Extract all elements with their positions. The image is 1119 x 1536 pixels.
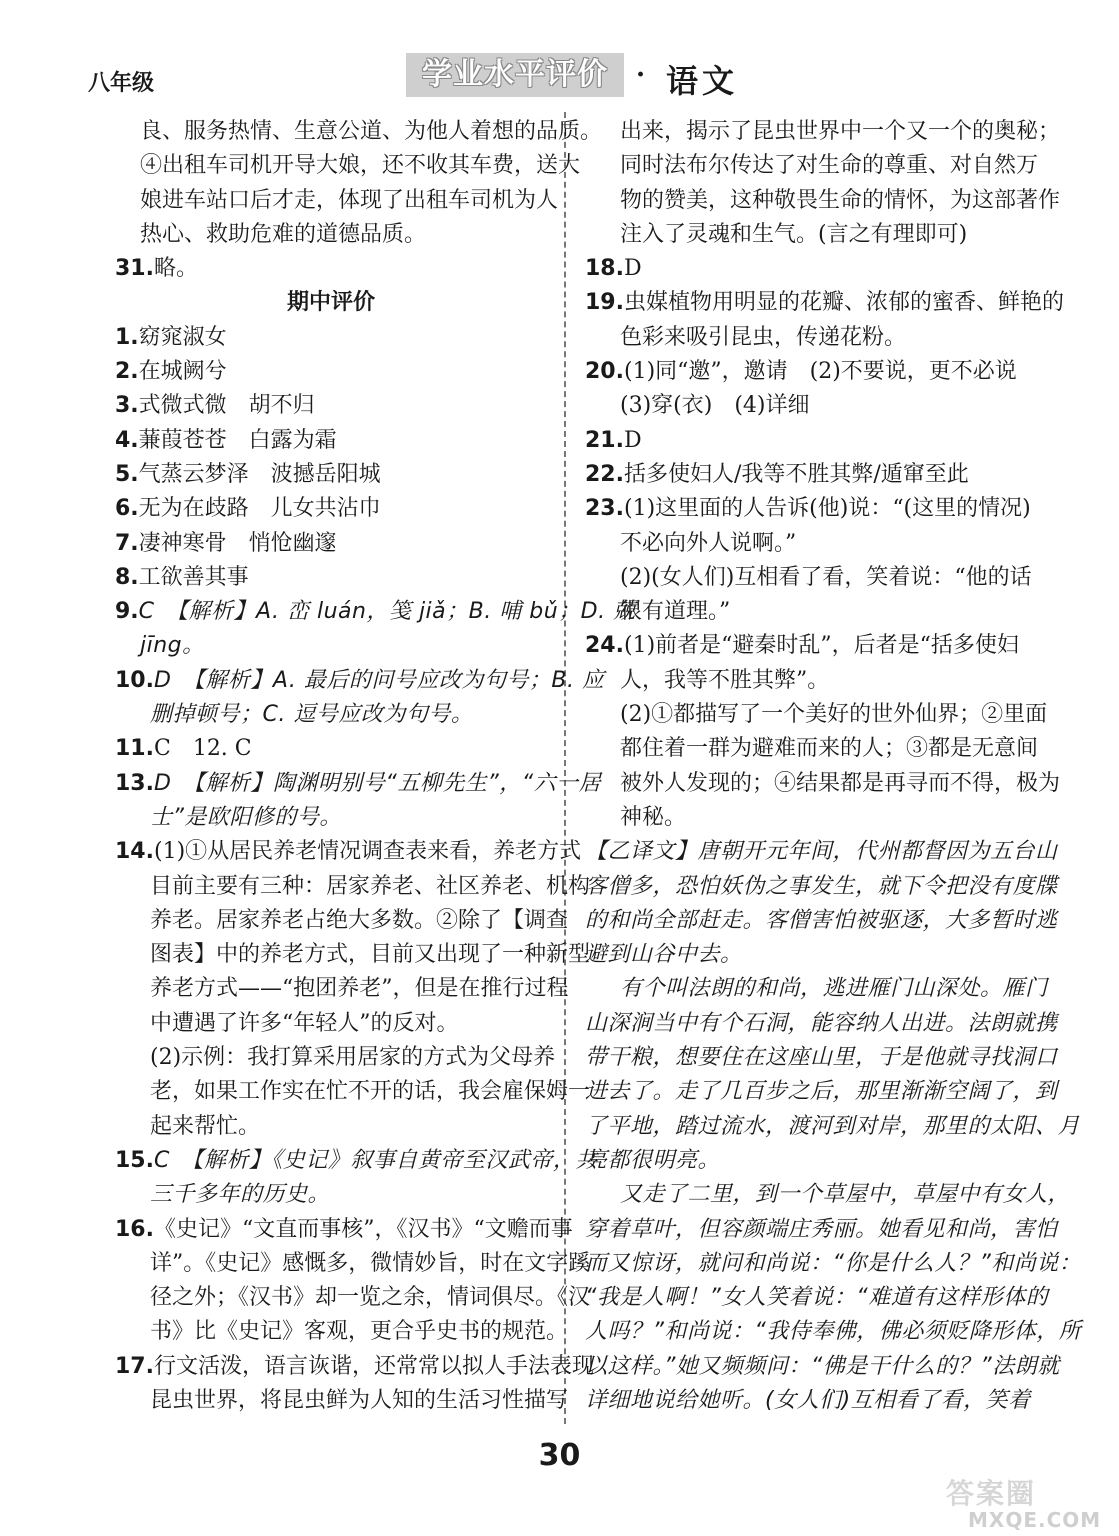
- question-number: 31.: [115, 256, 154, 282]
- answer-line: [115, 321, 547, 355]
- answer-line: [115, 355, 547, 389]
- answer-text: 被外人发现的；④结果都是再寻而不得，极为: [620, 770, 1061, 796]
- question-number: 2.: [115, 359, 139, 385]
- answer-text: 期中评价: [286, 290, 375, 316]
- answer-line: [585, 286, 1064, 320]
- answer-text: 行文活泼，语言诙谐，还常常以拟人手法表现: [153, 1353, 594, 1379]
- answer-line: [585, 972, 1048, 1006]
- answer-line: [115, 252, 547, 286]
- answer-line: [585, 1110, 1081, 1144]
- answer-text: 图表】中的养老方式，目前又出现了一种新型: [150, 942, 591, 968]
- question-number: 3.: [115, 393, 139, 419]
- answer-text: 详细地说给她听。(女人们)互相看了看，笑着: [585, 1387, 1031, 1413]
- answer-line: [115, 1178, 547, 1212]
- answer-line: [585, 904, 1058, 938]
- answer-text: 昆虫世界，将昆虫鲜为人知的生活习性描写: [150, 1387, 569, 1413]
- answer-line: [115, 1350, 594, 1384]
- right-column: [585, 115, 1082, 1418]
- answer-line: [115, 1384, 569, 1418]
- answer-text: 的和尚全部赶走。客僧害怕被驱逐，大多暂时逃: [585, 907, 1058, 933]
- answer-text: D: [623, 427, 642, 453]
- answer-line: [115, 1213, 573, 1247]
- answer-line: [585, 492, 1030, 526]
- question-number: 16.: [115, 1216, 154, 1242]
- answer-text: 凄神寒骨 悄怆幽邃: [138, 530, 337, 556]
- answer-line: [115, 1007, 547, 1041]
- answer-text: 而又惊讶，就问和尚说：“你是什么人？”和尚说：: [585, 1250, 1082, 1276]
- answer-text: 在城阙兮: [138, 359, 227, 385]
- answer-line: [115, 184, 559, 218]
- answer-line: [115, 595, 636, 629]
- answer-text: 娘进车站口后才走，体现了出租车司机为人: [140, 187, 559, 213]
- question-number: 8.: [115, 564, 139, 590]
- answer-line: [585, 1007, 1058, 1041]
- answer-text: 删掉顿号；C. 逗号应改为句号。: [150, 702, 474, 728]
- answer-line: [585, 664, 1030, 698]
- title-banner: [406, 53, 624, 97]
- answer-text: 人，我等不胜其弊”。: [620, 667, 830, 693]
- answer-text: 热心、救助危难的道德品质。: [140, 221, 427, 247]
- grade-label: 八年级: [88, 71, 155, 96]
- answer-text: 避到山谷中去。: [585, 942, 743, 968]
- watermark-text: 答案圈: [946, 1477, 1037, 1510]
- answer-line: [585, 321, 1030, 355]
- answer-line: [115, 527, 547, 561]
- answer-line: [115, 1315, 569, 1349]
- question-number: 6.: [115, 496, 139, 522]
- answer-line: [585, 938, 1030, 972]
- answer-line: [115, 1281, 591, 1315]
- answer-line: [115, 835, 582, 869]
- question-number: 21.: [585, 427, 624, 453]
- answer-line: [115, 629, 547, 663]
- answer-text: 同时法布尔传达了对生命的尊重、对自然万: [620, 153, 1039, 179]
- watermark-url: MXQE.COM: [968, 1508, 1102, 1532]
- answer-line: [585, 115, 1061, 149]
- answer-text: 略。: [153, 256, 198, 282]
- answer-text: 三千多年的历史。: [150, 1182, 331, 1208]
- answer-line: [115, 492, 547, 526]
- answer-text: 士”是欧阳修的号。: [150, 804, 342, 830]
- answer-text: 穿着草叶，但容颜端庄秀丽。她看见和尚，害怕: [585, 1216, 1058, 1242]
- answer-line: [585, 767, 1061, 801]
- answer-text: 物的赞美，这种敬畏生命的情怀，为这部著作: [620, 187, 1061, 213]
- section-heading: [115, 286, 547, 320]
- answer-line: [585, 1384, 1030, 1418]
- answer-text: (2)(女人们)互相看了看，笑着说：“他的话: [620, 564, 1032, 590]
- answer-text: 括多使妇人/我等不胜其弊/遁窜至此: [623, 461, 969, 487]
- answer-text: D 【解析】陶渊明别号“五柳先生”，“六一居: [153, 770, 602, 796]
- answer-text: 人吗？”和尚说：“我侍奉佛，佛必须贬降形体，所: [585, 1319, 1082, 1345]
- answer-line: [585, 1247, 1082, 1281]
- answer-line: [585, 732, 1039, 766]
- answer-line: [115, 698, 547, 732]
- answer-text: 工欲善其事: [138, 564, 249, 590]
- answer-line: [585, 184, 1061, 218]
- answer-text: 径之外；《汉书》却一览之余，情词俱尽。《汉: [150, 1285, 591, 1311]
- answer-line: [115, 1247, 591, 1281]
- answer-line: [585, 389, 1030, 423]
- answer-text: (1)前者是“避秦时乱”，后者是“括多使妇: [623, 633, 1019, 659]
- answer-line: [585, 1315, 1082, 1349]
- question-number: 20.: [585, 359, 624, 385]
- answer-line: [585, 1178, 1071, 1212]
- answer-line: [585, 1041, 1058, 1075]
- question-number: 23.: [585, 496, 624, 522]
- answer-text: (1)同“邀”，邀请 (2)不要说，更不必说: [623, 359, 1017, 385]
- answer-text: 注入了灵魂和生气。(言之有理即可): [620, 221, 968, 247]
- question-number: 22.: [585, 461, 624, 487]
- answer-line: [585, 218, 1030, 252]
- answer-line: [115, 458, 547, 492]
- answer-text: 出来，揭示了昆虫世界中一个又一个的奥秘；: [620, 119, 1061, 144]
- answer-line: [115, 424, 547, 458]
- answer-text: 养老方式——“抱团养老”，但是在推行过程: [150, 976, 569, 1002]
- answer-text: 良、服务热情、生意公道、为他人着想的品质。: [140, 119, 603, 144]
- answer-line: [115, 870, 591, 904]
- question-number: 4.: [115, 427, 139, 453]
- answer-text: 了平地，踏过流水，渡河到对岸，那里的太阳、月: [585, 1113, 1081, 1139]
- question-number: 10.: [115, 667, 154, 693]
- answer-text: 以这样。”她又频频问：“佛是干什么的？”法朗就: [585, 1353, 1060, 1379]
- answer-line: [115, 561, 547, 595]
- answer-line: [585, 561, 1030, 595]
- page-header: [0, 0, 1119, 110]
- question-number: 11.: [115, 736, 154, 762]
- answer-text: 气蒸云梦泽 波撼岳阳城: [138, 461, 381, 487]
- answer-text: (3)穿(衣) (4)详细: [620, 393, 810, 419]
- question-number: 24.: [585, 633, 624, 659]
- answer-text: 又走了二里，到一个草屋中，草屋中有女人，: [620, 1182, 1071, 1208]
- answer-line: [115, 389, 547, 423]
- question-number: 1.: [115, 324, 139, 350]
- answer-text: 带干粮，想要住在这座山里，于是他就寻找洞口: [585, 1045, 1058, 1071]
- answer-line: [115, 115, 603, 149]
- answer-line: [115, 1110, 547, 1144]
- answer-line: [115, 1041, 556, 1075]
- answer-line: [585, 1144, 1030, 1178]
- answer-line: [115, 732, 547, 766]
- answer-line: [585, 1350, 1060, 1384]
- answer-text: jīng。: [140, 633, 205, 659]
- answer-text: (1)这里面的人告诉(他)说：“(这里的情况): [623, 496, 1031, 522]
- answer-text: 无为在歧路 儿女共沾巾: [138, 496, 381, 522]
- answer-text: 【乙译文】唐朝开元年间，代州都督因为五台山: [585, 839, 1058, 865]
- answer-text: 老，如果工作实在忙不开的话，我会雇保姆一: [150, 1079, 591, 1105]
- question-number: 18.: [585, 256, 624, 282]
- answer-line: [585, 458, 1030, 492]
- answer-line: [585, 1213, 1058, 1247]
- watermark-logo: [946, 1472, 1111, 1532]
- page-number: 30: [538, 1438, 581, 1473]
- answer-text: 起来帮忙。: [150, 1113, 261, 1139]
- question-number: 17.: [115, 1353, 154, 1379]
- answer-text: ④出租车司机开导大娘，还不收其车费，送大: [140, 153, 581, 179]
- answer-text: C 12. C: [153, 736, 252, 762]
- answer-text: 养老。居家养老占绝大多数。②除了【调查: [150, 907, 569, 933]
- answer-line: [115, 904, 569, 938]
- answer-text: 很有道理。”: [620, 599, 731, 625]
- answer-text: “我是人啊！”女人笑着说：“难道有这样形体的: [585, 1285, 1049, 1311]
- answer-text: 虫媒植物用明显的花瓣、浓郁的蜜香、鲜艳的: [623, 290, 1064, 316]
- answer-text: 进去了。走了几百步之后，那里渐渐空阔了，到: [585, 1079, 1058, 1105]
- answer-line: [115, 801, 547, 835]
- answer-line: [585, 801, 1030, 835]
- answer-line: [585, 629, 1030, 663]
- answer-text: D: [623, 256, 642, 282]
- answer-text: (2)①都描写了一个美好的世外仙界；②里面: [620, 702, 1048, 728]
- answer-text: 中遭遇了许多“年轻人”的反对。: [150, 1010, 459, 1036]
- answer-text: 蒹葭苍苍 白露为霜: [138, 427, 337, 453]
- answer-line: [115, 1075, 591, 1109]
- answer-line: [585, 870, 1058, 904]
- answer-text: 色彩来吸引昆虫，传递花粉。: [620, 324, 907, 350]
- answer-text: 客僧多，恐怕妖伪之事发生，就下令把没有度牒: [585, 873, 1058, 899]
- answer-text: 窈窕淑女: [138, 324, 227, 350]
- answer-text: 《史记》“文直而事核”，《汉书》“文赡而事: [153, 1216, 573, 1242]
- answer-line: [585, 595, 1030, 629]
- answer-text: 书》比《史记》客观，更合乎史书的规范。: [150, 1319, 569, 1345]
- answer-text: 山深涧当中有个石洞，能容纳人出进。法朗就携: [585, 1010, 1058, 1036]
- answer-line: [585, 252, 1030, 286]
- answer-text: 式微式微 胡不归: [138, 393, 315, 419]
- answer-line: [115, 938, 591, 972]
- answer-text: C 【解析】《史记》叙事自黄帝至汉武帝，共: [153, 1147, 598, 1173]
- answer-line: [585, 698, 1048, 732]
- subject-label: 语文: [666, 62, 739, 100]
- answer-line: [115, 149, 581, 183]
- answer-text: D 【解析】A. 最后的问号应改为句号；B. 应: [153, 667, 605, 693]
- answer-text: 有个叫法朗的和尚，逃进雁门山深处。雁门: [620, 976, 1048, 1002]
- answer-line: [585, 424, 1030, 458]
- answer-line: [115, 972, 569, 1006]
- title-separator: ·: [636, 60, 646, 90]
- answer-text: C 【解析】A. 峦 luán，笺 jiǎ；B. 哺 bǔ；D. 兢: [138, 599, 636, 625]
- answer-line: [585, 835, 1058, 869]
- question-number: 5.: [115, 461, 139, 487]
- answer-text: (2)示例：我打算采用居家的方式为父母养: [150, 1045, 556, 1071]
- question-number: 13.: [115, 770, 154, 796]
- banner-title: 学业水平评价: [422, 57, 608, 92]
- answer-line: [115, 664, 605, 698]
- answer-line: [585, 149, 1039, 183]
- answer-text: 详”。《史记》感慨多，微情妙旨，时在文字蹊: [150, 1250, 591, 1276]
- question-number: 9.: [115, 599, 139, 625]
- question-number: 15.: [115, 1147, 154, 1173]
- answer-text: 神秘。: [620, 804, 687, 830]
- answer-line: [585, 1075, 1058, 1109]
- answer-text: 亮都很明亮。: [585, 1147, 721, 1173]
- answer-text: 都住着一群为避难而来的人；③都是无意间: [620, 736, 1039, 762]
- question-number: 7.: [115, 530, 139, 556]
- answer-text: (1)①从居民养老情况调查表来看，养老方式: [153, 839, 582, 865]
- answer-line: [585, 527, 1030, 561]
- answer-line: [115, 218, 547, 252]
- answer-line: [585, 1281, 1049, 1315]
- question-number: 19.: [585, 290, 624, 316]
- question-number: 14.: [115, 839, 154, 865]
- answer-line: [115, 1144, 598, 1178]
- answer-line: [585, 355, 1030, 389]
- answer-line: [115, 767, 602, 801]
- answer-text: 目前主要有三种：居家养老、社区养老、机构: [150, 873, 591, 899]
- answer-text: 不必向外人说啊。”: [620, 530, 797, 556]
